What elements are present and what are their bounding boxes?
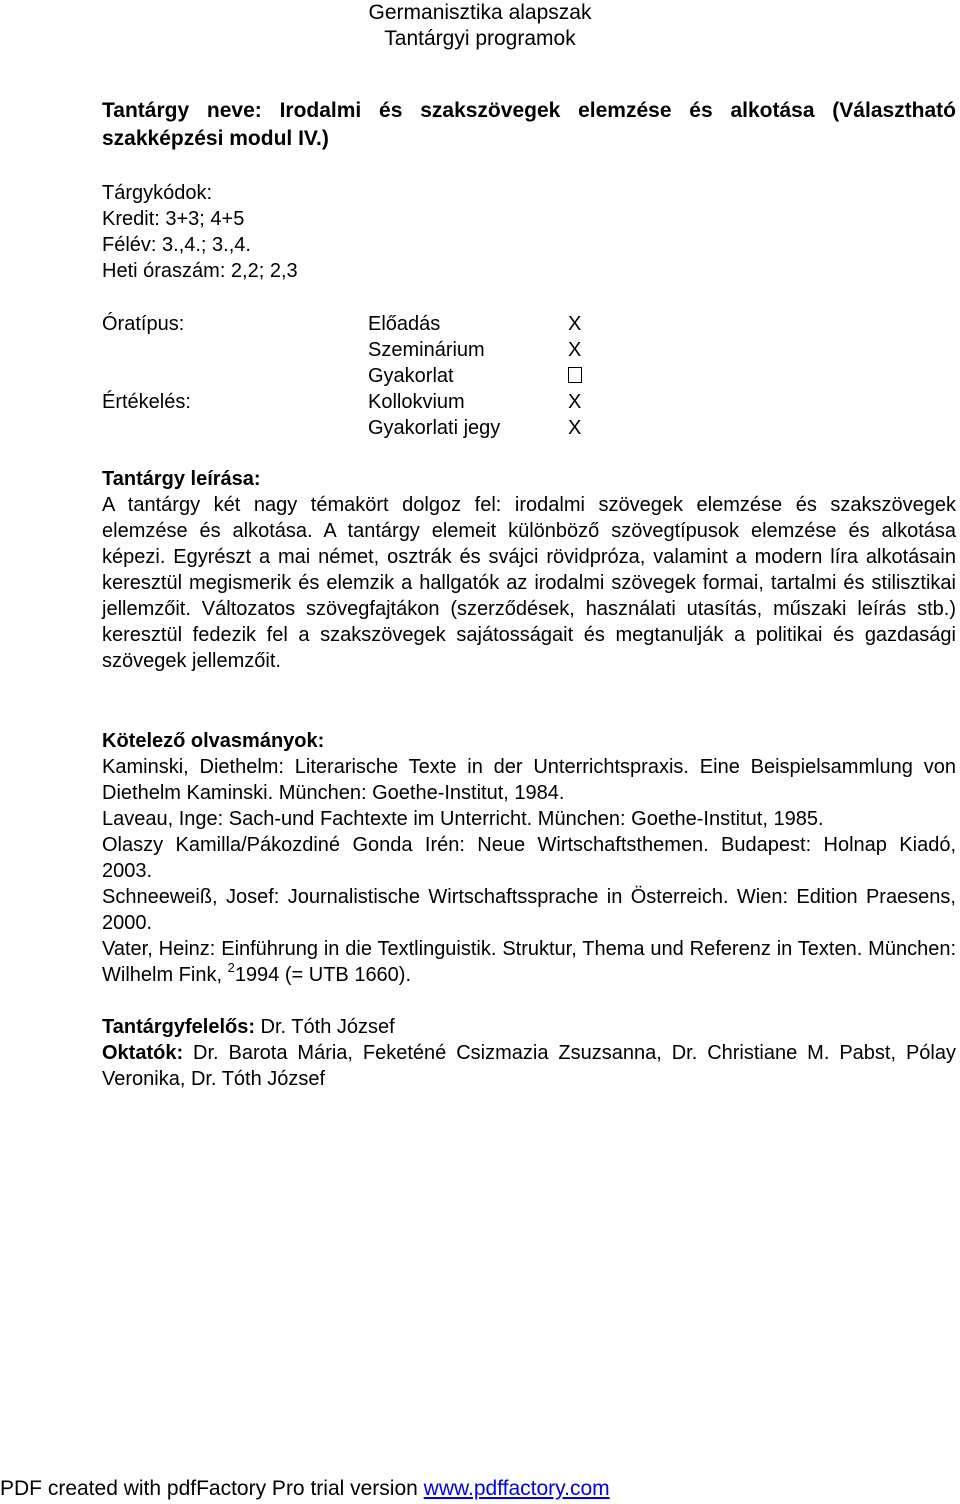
type-name: Gyakorlati jegy	[368, 417, 501, 439]
course-title: Tantárgy neve: Irodalmi és szakszövegek elemzése és alkotása (Választható szakképzési modul IV.)	[102, 99, 956, 150]
teachers-line	[102, 1040, 956, 1092]
reading-text-end: 1994 (= UTB 1660).	[234, 964, 412, 986]
reading-item: Laveau, Inge: Sach-und Fachtexte im Unterricht. München: Goethe-Institut, 1985.	[102, 808, 824, 830]
type-name: Előadás	[368, 313, 441, 335]
type-name: Szeminárium	[368, 339, 485, 361]
type-mark: X	[568, 391, 582, 413]
reading-item-last	[102, 936, 956, 988]
course-hours: Heti óraszám: 2,2; 2,3	[102, 260, 298, 282]
edition-superscript: 2	[227, 960, 235, 975]
footer-text: PDF created with pdfFactory Pro trial version	[0, 1477, 424, 1500]
course-codes: Tárgykódok:	[102, 182, 213, 204]
pdf-footer	[0, 1474, 610, 1504]
teachers-names: Dr. Barota Mária, Feketéné Csizmazia Zsuzsanna, Dr. Christiane M. Pabst, Pólay Veronika, Dr. Tóth József	[102, 1042, 956, 1090]
type-row	[102, 311, 956, 337]
readings-section	[102, 728, 956, 988]
class-types-table	[102, 311, 956, 441]
type-mark: X	[568, 417, 582, 439]
type-name: Gyakorlat	[368, 365, 454, 387]
reading-text: Vater, Heinz: Einführung in die Textlinguistik. Struktur, Thema und Referenz in Texten. München: Wilhelm Fink,	[102, 938, 956, 986]
description-text: A tantárgy két nagy témakört dolgoz fel: irodalmi szövegek elemzése és szakszövegek elemzése és alkotása. A tantárgy elemeit különböző szövegtípusok elemzése és alkotása képezi. Egyrészt a mai német, osztrák és svájci rövidpróza, valamint a modern líra alkotásain keresztül megismerik és elemzik a hallgatók az irodalmi szövegek formai, tartalmi és stilisztikai jellemzőit. Változatos szövegfajtákon (szerződések, használati utasítás, műszaki leírás stb.) keresztül fedezik fel a szakszövegek sajátosságait és megtanulják a politikai és gazdasági szövegek jellemzőit.	[102, 494, 956, 672]
footer-link[interactable]: www.pdffactory.com	[423, 1477, 610, 1500]
responsible-name: Dr. Tóth József	[255, 1016, 395, 1038]
readings-heading: Kötelező olvasmányok:	[102, 730, 325, 752]
responsible-label: Tantárgyfelelős:	[102, 1016, 255, 1038]
description-section	[102, 466, 956, 674]
reading-item: Olaszy Kamilla/Pákozdiné Gonda Irén: Neue Wirtschaftsthemen. Budapest: Holnap Kiadó, 2003.	[102, 834, 956, 882]
teachers-label: Oktatók:	[102, 1042, 184, 1064]
reading-item: Schneeweiß, Josef: Journalistische Wirtschaftssprache in Österreich. Wien: Edition Praesens, 2000.	[102, 886, 956, 934]
evaluation-label: Értékelés:	[102, 391, 191, 413]
description-heading: Tantárgy leírása:	[102, 468, 261, 490]
page-header	[0, 0, 960, 52]
type-mark: X	[568, 339, 582, 361]
reading-item: Kaminski, Diethelm: Literarische Texte in der Unterrichtspraxis. Eine Beispielsammlung von Diethelm Kaminski. München: Goethe-Institut, 1984.	[102, 756, 956, 804]
class-type-label: Óratípus:	[102, 313, 185, 335]
course-semester: Félév: 3.,4.; 3.,4.	[102, 234, 251, 256]
type-row	[102, 415, 956, 441]
type-row	[102, 363, 956, 389]
document-type: Tantárgyi programok	[384, 27, 576, 50]
type-mark: X	[568, 313, 582, 335]
responsible-line	[102, 1014, 956, 1040]
type-row	[102, 389, 956, 415]
course-meta	[102, 180, 956, 284]
staff-section	[102, 1014, 956, 1092]
type-row	[102, 337, 956, 363]
type-name: Kollokvium	[368, 391, 465, 413]
empty-checkbox-icon	[568, 363, 582, 389]
course-credit: Kredit: 3+3; 4+5	[102, 208, 245, 230]
program-name: Germanisztika alapszak	[368, 1, 592, 24]
